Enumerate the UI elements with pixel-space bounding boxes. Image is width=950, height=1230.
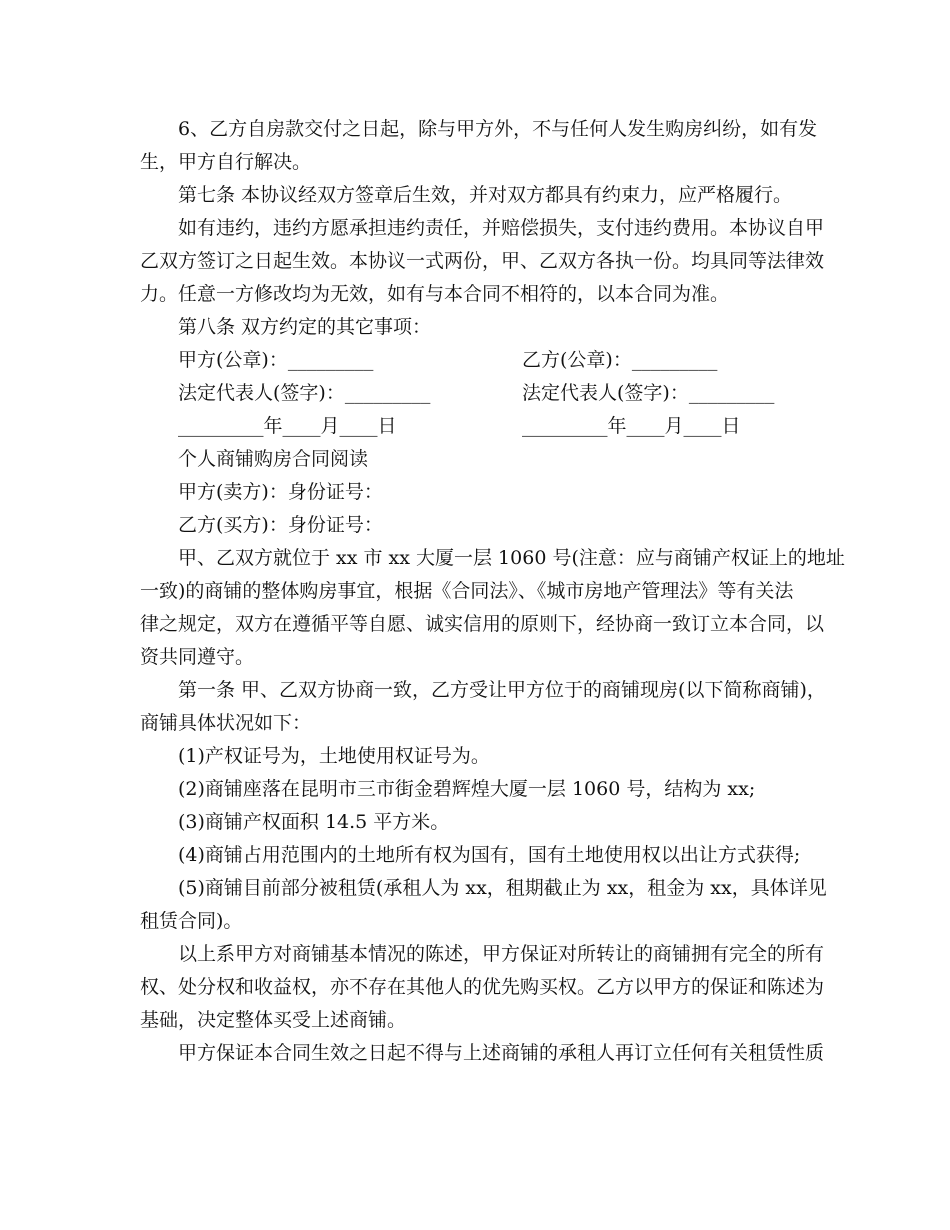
seller-id-line: 甲方(卖方)：身份证号： bbox=[178, 481, 383, 503]
party-b-representative-field: 法定代表人(签字)：_________ bbox=[522, 382, 775, 404]
list-item: (4)商铺占用范围内的土地所有权为国有，国有土地使用权以出让方式获得; bbox=[178, 844, 801, 866]
paragraph-line: 如有违约，违约方愿承担违约责任，并赔偿损失，支付违约费用。本协议自甲 bbox=[178, 217, 825, 239]
list-item: (2)商铺座落在昆明市三市街金碧辉煌大厦一层 1060 号，结构为 xx; bbox=[178, 778, 756, 800]
list-item: (1)产权证号为，土地使用权证号为。 bbox=[178, 745, 490, 767]
paragraph-line: 力。任意一方修改均为无效，如有与本合同不相符的，以本合同为准。 bbox=[140, 283, 730, 305]
article-one: 第一条 甲、乙双方协商一致，乙方受让甲方位于的商铺现房(以下简称商铺)， bbox=[178, 679, 826, 701]
paragraph-line: 甲、乙双方就位于 xx 市 xx 大厦一层 1060 号(注意：应与商铺产权证上的地址 bbox=[178, 547, 845, 569]
paragraph-line: 权、处分权和收益权，亦不存在其他人的优先购买权。乙方以甲方的保证和陈述为 bbox=[140, 976, 825, 998]
party-a-seal-field: 甲方(公章)：_________ bbox=[178, 349, 374, 371]
paragraph-line: 一致)的商铺的整体购房事宜，根据《合同法》、《城市房地产管理法》等有关法 bbox=[140, 580, 794, 602]
list-item: (3)商铺产权面积 14.5 平方米。 bbox=[178, 811, 450, 833]
document-body bbox=[140, 113, 845, 1070]
paragraph-line: 甲方保证本合同生效之日起不得与上述商铺的承租人再订立任何有关租赁性质 bbox=[178, 1042, 825, 1064]
party-a-date-field: _________年____月____日 bbox=[178, 415, 397, 437]
party-a-representative-field: 法定代表人(签字)：_________ bbox=[178, 382, 431, 404]
paragraph-line: 基础，决定整体买受上述商铺。 bbox=[140, 1009, 407, 1031]
paragraph-line: 律之规定，双方在遵循平等自愿、诚实信用的原则下，经协商一致订立本合同，以 bbox=[140, 613, 825, 635]
party-b-seal-field: 乙方(公章)：_________ bbox=[522, 349, 718, 371]
paragraph-line: 乙双方签订之日起生效。本协议一式两份，甲、乙双方各执一份。均具同等法律效 bbox=[140, 250, 825, 272]
section-title: 个人商铺购房合同阅读 bbox=[178, 448, 369, 470]
paragraph-line: 以上系甲方对商铺基本情况的陈述，甲方保证对所转让的商铺拥有完全的所有 bbox=[178, 943, 825, 965]
seal-row bbox=[140, 344, 820, 377]
article-eight: 第八条 双方约定的其它事项： bbox=[178, 316, 432, 338]
paragraph-line: 生，甲方自行解决。 bbox=[140, 151, 312, 173]
paragraph-line: 资共同遵守。 bbox=[140, 646, 255, 668]
paragraph-line: 商铺具体状况如下： bbox=[140, 712, 312, 734]
party-b-date-field: _________年____月____日 bbox=[522, 415, 741, 437]
paragraph-line: 6、乙方自房款交付之日起，除与甲方外，不与任何人发生购房纠纷，如有发 bbox=[178, 118, 818, 140]
signature-row bbox=[140, 377, 820, 410]
buyer-id-line: 乙方(买方)：身份证号： bbox=[178, 514, 383, 536]
date-row bbox=[140, 410, 820, 443]
paragraph-line: 租赁合同)。 bbox=[140, 910, 243, 932]
article-seven: 第七条 本协议经双方签章后生效，并对双方都具有约束力，应严格履行。 bbox=[178, 184, 793, 206]
list-item: (5)商铺目前部分被租赁(承租人为 xx，租期截止为 xx，租金为 xx，具体详见 bbox=[178, 877, 827, 899]
